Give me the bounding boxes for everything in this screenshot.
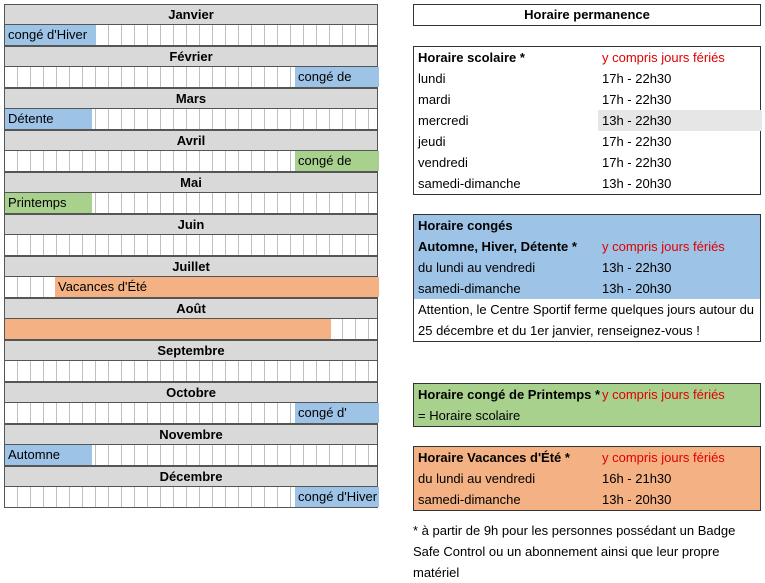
schedule-row	[414, 89, 760, 110]
hours-value: 13h - 20h30	[602, 281, 672, 296]
month-row	[4, 66, 378, 88]
month-header: Septembre	[4, 340, 378, 360]
holiday-bar: congé de	[295, 67, 379, 87]
day-label: lundi	[418, 71, 446, 86]
holiday-bar: congé d'Hiver	[5, 25, 96, 45]
schedule-row	[414, 278, 760, 299]
hours-value: 16h - 21h30	[602, 471, 672, 486]
month-row	[4, 150, 378, 172]
summer-schedule-panel	[413, 446, 761, 511]
day-label: samedi-dimanche	[418, 492, 521, 507]
day-label: mercredi	[418, 113, 469, 128]
calendar	[4, 4, 378, 508]
day-label: mardi	[418, 92, 451, 107]
month-row	[4, 486, 378, 508]
schedule-row	[414, 110, 760, 131]
hours-value: 13h - 22h30	[598, 110, 762, 131]
month-row	[4, 444, 378, 466]
hours-value: 17h - 22h30	[602, 134, 672, 149]
day-label: vendredi	[418, 155, 468, 170]
hours-value: 13h - 20h30	[602, 492, 672, 507]
day-label: samedi-dimanche	[418, 281, 521, 296]
hours-value: 17h - 22h30	[602, 155, 672, 170]
spring-heading: Horaire congé de Printemps *	[418, 387, 601, 402]
day-label: du lundi au vendredi	[418, 260, 536, 275]
spring-schedule-panel	[413, 383, 761, 427]
month-row	[4, 318, 378, 340]
month-header: Octobre	[4, 382, 378, 402]
day-label: samedi-dimanche	[418, 176, 521, 191]
month-header: Juin	[4, 214, 378, 234]
holidays-note: y compris jours fériés	[602, 50, 725, 65]
month-row	[4, 192, 378, 214]
holiday-schedule-colored	[414, 215, 760, 299]
schedule-row	[414, 257, 760, 278]
schedule-row	[414, 468, 760, 489]
schedule-row	[414, 68, 760, 89]
holiday-bar: congé d'	[295, 403, 379, 423]
holiday-bar: Printemps	[5, 193, 92, 213]
month-header: Mai	[4, 172, 378, 192]
month-header: Avril	[4, 130, 378, 150]
holiday-bar: Détente	[5, 109, 92, 129]
month-row	[4, 360, 378, 382]
holidays-note: y compris jours fériés	[602, 239, 725, 254]
schedule-row	[414, 173, 760, 194]
month-row	[4, 108, 378, 130]
holiday-bar: Vacances d'Été	[55, 277, 379, 297]
holiday-schedule-panel	[413, 214, 761, 342]
month-header: Novembre	[4, 424, 378, 444]
holiday-bar: congé d'Hiver	[295, 487, 379, 507]
month-row	[4, 276, 378, 298]
holidays-note: y compris jours fériés	[602, 387, 725, 402]
summer-heading: Horaire Vacances d'Été *	[418, 450, 570, 465]
hours-value: 17h - 22h30	[602, 92, 672, 107]
holiday-bar: congé de	[295, 151, 379, 171]
schedule-row	[414, 131, 760, 152]
holiday-subheading: Automne, Hiver, Détente *	[418, 239, 577, 254]
schedule-row	[414, 152, 760, 173]
month-header: Décembre	[4, 466, 378, 486]
month-header: Janvier	[4, 4, 378, 24]
holidays-note: y compris jours fériés	[602, 450, 725, 465]
school-heading: Horaire scolaire *	[418, 50, 525, 65]
school-schedule-panel	[413, 46, 761, 195]
month-row	[4, 402, 378, 424]
day-label: jeudi	[418, 134, 446, 149]
month-header: Août	[4, 298, 378, 318]
month-header: Juillet	[4, 256, 378, 276]
hours-value: 13h - 20h30	[602, 176, 672, 191]
schedule-row	[414, 489, 760, 510]
hours-value: 13h - 22h30	[602, 260, 672, 275]
attention-text: Attention, le Centre Sportif ferme quelques jours autour du 25 décembre et du 1er janvier, renseignez-vous !	[418, 302, 755, 338]
month-header: Février	[4, 46, 378, 66]
month-header: Mars	[4, 88, 378, 108]
page-title: Horaire permanence	[413, 4, 761, 26]
holiday-bar: Automne	[5, 445, 92, 465]
holiday-bar	[5, 319, 331, 339]
footnote: * à partir de 9h pour les personnes possédant un Badge Safe Control ou un abonnement ainsi que leur propre matériel	[413, 523, 736, 580]
day-label: du lundi au vendredi	[418, 471, 536, 486]
spring-text: = Horaire scolaire	[418, 408, 521, 423]
month-row	[4, 24, 378, 46]
month-row	[4, 234, 378, 256]
hours-value: 17h - 22h30	[602, 71, 672, 86]
holiday-heading: Horaire congés	[418, 218, 513, 233]
